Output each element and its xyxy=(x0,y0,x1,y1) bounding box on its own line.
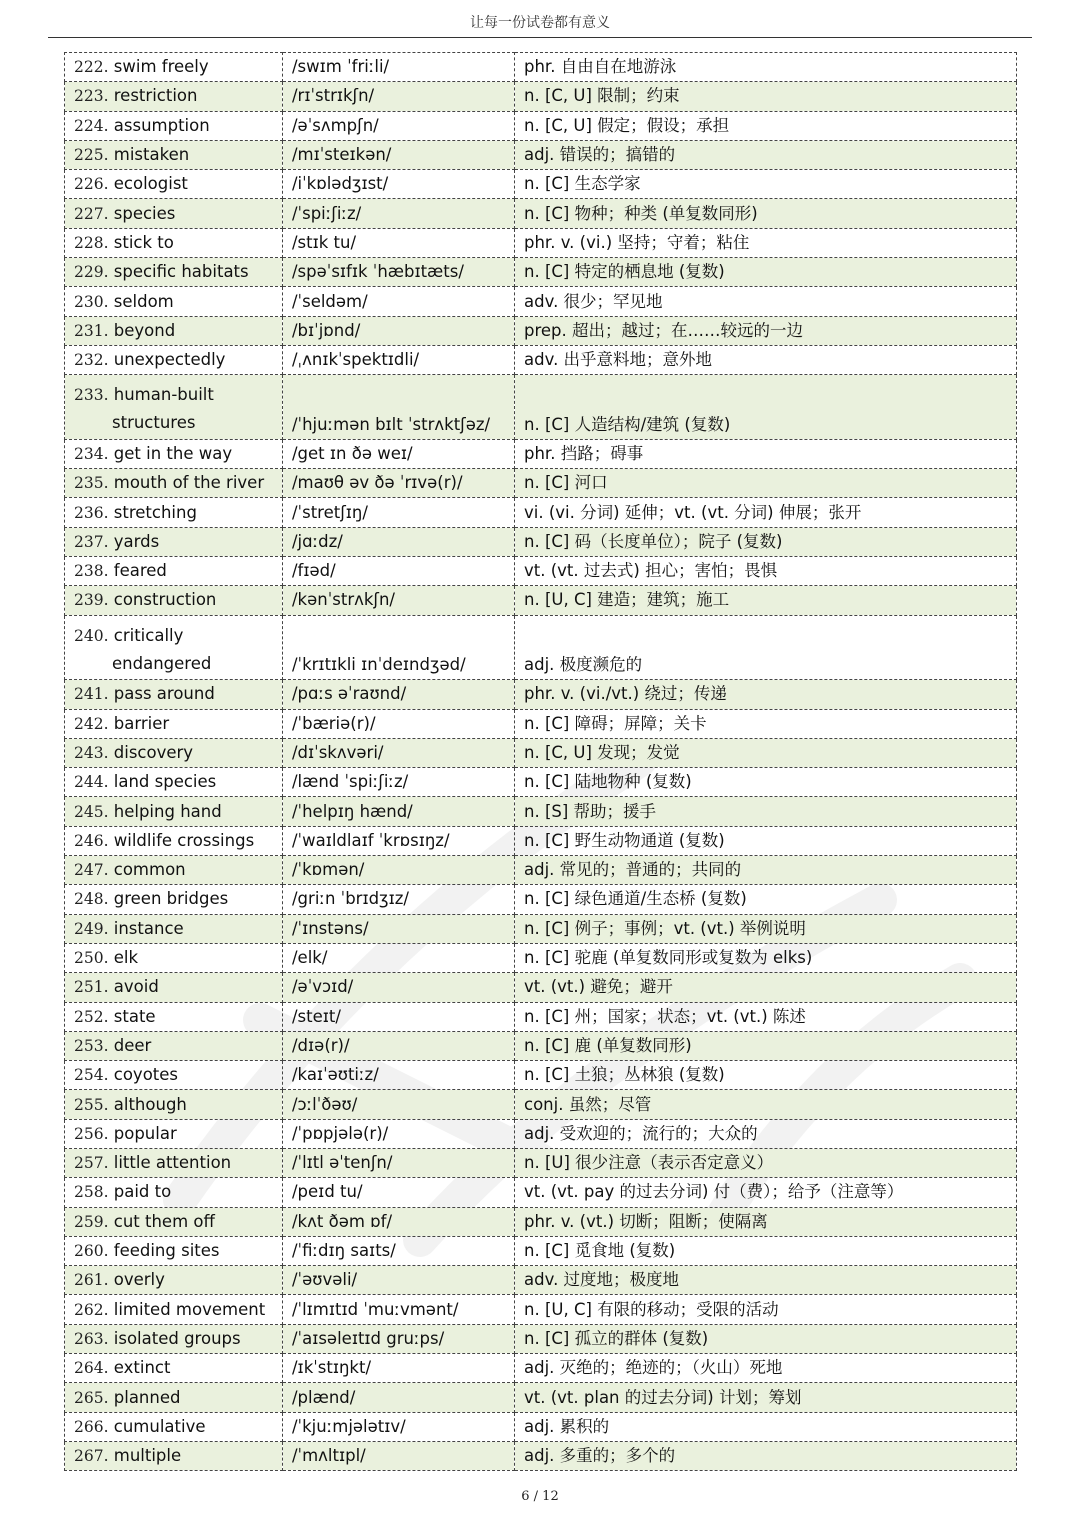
meaning-cell: vi. (vi. 分词) 延伸；vt. (vt. 分词) 伸展；张开 xyxy=(515,498,1017,527)
phonetic-cell: /spəˈsɪfɪk ˈhæbɪtæts/ xyxy=(283,258,515,287)
word-cell xyxy=(65,469,283,498)
entry-word: swim freely xyxy=(113,57,209,77)
phonetic-cell: /ˈpɒpjələ(r)/ xyxy=(283,1119,515,1148)
phonetic-cell: /ˈhjuːmən bɪlt ˈstrʌktʃəz/ xyxy=(283,375,515,440)
phonetic-cell: /əˈsʌmpʃn/ xyxy=(283,111,515,140)
vocabulary-table xyxy=(64,52,1017,1471)
word-cell xyxy=(65,228,283,257)
word-cell xyxy=(65,1266,283,1295)
table-row xyxy=(65,680,1017,709)
word-cell xyxy=(65,1324,283,1353)
word-cell xyxy=(65,345,283,374)
word-cell xyxy=(65,498,283,527)
word-cell xyxy=(65,738,283,767)
table-row xyxy=(65,375,1017,440)
entry-number: 235. xyxy=(74,474,109,493)
table-row xyxy=(65,82,1017,111)
entry-number: 246. xyxy=(74,831,109,850)
phonetic-cell: /ˈkɒmən/ xyxy=(283,856,515,885)
phonetic-cell: /lænd ˈspiːʃiːz/ xyxy=(283,768,515,797)
word-cell xyxy=(65,1119,283,1148)
meaning-cell: vt. (vt. 过去式) 担心；害怕；畏惧 xyxy=(515,557,1017,586)
word-cell xyxy=(65,1178,283,1207)
entry-number: 253. xyxy=(74,1036,109,1055)
meaning-cell: adj. 常见的；普通的；共同的 xyxy=(515,856,1017,885)
table-row xyxy=(65,345,1017,374)
meaning-cell: adj. 累积的 xyxy=(515,1412,1017,1441)
phonetic-cell: /əˈvɔɪd/ xyxy=(283,973,515,1002)
entry-number: 260. xyxy=(74,1242,109,1261)
phonetic-cell: /ˌʌnɪkˈspektɪdli/ xyxy=(283,345,515,374)
phonetic-cell: /ˈspiːʃiːz/ xyxy=(283,199,515,228)
word-cell xyxy=(65,768,283,797)
entry-number: 236. xyxy=(74,503,109,522)
meaning-cell: vt. (vt.) 避免；避开 xyxy=(515,973,1017,1002)
phonetic-cell: /ˈkjuːmjələtɪv/ xyxy=(283,1412,515,1441)
entry-word: deer xyxy=(113,1035,152,1055)
word-cell xyxy=(65,527,283,556)
entry-number: 252. xyxy=(74,1007,109,1026)
phonetic-cell: /elk/ xyxy=(283,943,515,972)
phonetic-cell: /kʌt ðəm ɒf/ xyxy=(283,1207,515,1236)
table-row xyxy=(65,228,1017,257)
table-row xyxy=(65,1383,1017,1412)
entry-word: coyotes xyxy=(113,1065,179,1085)
entry-number: 257. xyxy=(74,1154,109,1173)
entry-word: planned xyxy=(113,1387,181,1407)
table-row xyxy=(65,943,1017,972)
phonetic-cell: /ˈlɪmɪtɪd ˈmuːvmənt/ xyxy=(283,1295,515,1324)
phonetic-cell: /ˈwaɪldlaɪf ˈkrɒsɪŋz/ xyxy=(283,826,515,855)
entry-number: 258. xyxy=(74,1183,109,1202)
table-row xyxy=(65,615,1017,680)
table-row xyxy=(65,1119,1017,1148)
entry-word: helping hand xyxy=(113,801,222,821)
table-row xyxy=(65,1148,1017,1177)
entry-number: 238. xyxy=(74,562,109,581)
entry-word: popular xyxy=(113,1123,177,1143)
entry-word: seldom xyxy=(113,291,174,311)
table-row xyxy=(65,973,1017,1002)
entry-word: species xyxy=(113,203,176,223)
table-row xyxy=(65,140,1017,169)
entry-word: critically xyxy=(113,625,184,645)
table-row xyxy=(65,1207,1017,1236)
entry-number: 241. xyxy=(74,685,109,704)
entry-word: overly xyxy=(113,1270,165,1290)
table-row xyxy=(65,316,1017,345)
entry-word: mistaken xyxy=(113,145,190,165)
phonetic-cell: /ɪkˈstɪŋkt/ xyxy=(283,1354,515,1383)
entry-number: 250. xyxy=(74,949,109,968)
word-cell xyxy=(65,1383,283,1412)
entry-word: discovery xyxy=(113,742,194,762)
phonetic-cell: /ˈseldəm/ xyxy=(283,287,515,316)
entry-word: stretching xyxy=(113,502,197,522)
entry-word: instance xyxy=(113,918,184,938)
table-row xyxy=(65,1266,1017,1295)
table-row xyxy=(65,1354,1017,1383)
entry-word: elk xyxy=(113,948,139,968)
meaning-cell: n. [C, U] 限制；约束 xyxy=(515,82,1017,111)
meaning-cell: phr. 自由自在地游泳 xyxy=(515,53,1017,82)
word-cell xyxy=(65,557,283,586)
table-row xyxy=(65,885,1017,914)
word-cell xyxy=(65,140,283,169)
table-row xyxy=(65,1295,1017,1324)
table-row xyxy=(65,199,1017,228)
meaning-cell: n. [C] 障碍；屏障；关卡 xyxy=(515,709,1017,738)
entry-word: human-built xyxy=(113,385,214,405)
table-row xyxy=(65,768,1017,797)
entry-number: 249. xyxy=(74,919,109,938)
entry-word: specific habitats xyxy=(113,262,249,282)
table-row xyxy=(65,1178,1017,1207)
word-cell xyxy=(65,287,283,316)
page-header-title: 让每一份试卷都有意义 xyxy=(470,15,610,31)
meaning-cell: vt. (vt. pay 的过去分词) 付（费）；给予（注意等） xyxy=(515,1178,1017,1207)
entry-word: barrier xyxy=(113,713,170,733)
phonetic-cell: /swɪm ˈfriːli/ xyxy=(283,53,515,82)
phonetic-cell: /ˈlɪtl əˈtenʃn/ xyxy=(283,1148,515,1177)
phonetic-cell: /fɪəd/ xyxy=(283,557,515,586)
meaning-cell: n. [C] 孤立的群体 (复数) xyxy=(515,1324,1017,1353)
phonetic-cell: /ɔːlˈðəʊ/ xyxy=(283,1090,515,1119)
entry-number: 267. xyxy=(74,1447,109,1466)
meaning-cell: adv. 很少；罕见地 xyxy=(515,287,1017,316)
entry-number: 225. xyxy=(74,146,109,165)
entry-number: 259. xyxy=(74,1212,109,1231)
word-cell xyxy=(65,1236,283,1265)
entry-number: 230. xyxy=(74,292,109,311)
phonetic-cell: /ˈstretʃɪŋ/ xyxy=(283,498,515,527)
meaning-cell: n. [C, U] 发现；发觉 xyxy=(515,738,1017,767)
entry-number: 263. xyxy=(74,1329,109,1348)
phonetic-cell: /ˈɪnstəns/ xyxy=(283,914,515,943)
word-cell xyxy=(65,1354,283,1383)
entry-word: isolated groups xyxy=(113,1328,241,1348)
entry-word: stick to xyxy=(113,232,174,252)
table-row xyxy=(65,258,1017,287)
word-cell xyxy=(65,1295,283,1324)
phonetic-cell: /jɑːdz/ xyxy=(283,527,515,556)
word-cell xyxy=(65,199,283,228)
meaning-cell: n. [U, C] 有限的移动；受限的活动 xyxy=(515,1295,1017,1324)
entry-number: 265. xyxy=(74,1388,109,1407)
entry-word: paid to xyxy=(113,1182,172,1202)
phonetic-cell: /ˈkrɪtɪkli ɪnˈdeɪndʒəd/ xyxy=(283,615,515,680)
entry-word: state xyxy=(113,1006,156,1026)
table-row xyxy=(65,1236,1017,1265)
meaning-cell: n. [C] 觅食地 (复数) xyxy=(515,1236,1017,1265)
entry-word: little attention xyxy=(113,1153,232,1173)
table-row xyxy=(65,914,1017,943)
phonetic-cell: /ˈfiːdɪŋ saɪts/ xyxy=(283,1236,515,1265)
meaning-cell: n. [C] 生态学家 xyxy=(515,170,1017,199)
word-cell xyxy=(65,1207,283,1236)
word-cell xyxy=(65,375,283,440)
entry-word: pass around xyxy=(113,684,215,704)
entry-number: 229. xyxy=(74,263,109,282)
table-row xyxy=(65,287,1017,316)
table-row xyxy=(65,557,1017,586)
table-row xyxy=(65,469,1017,498)
meaning-cell: n. [C] 鹿 (单复数同形) xyxy=(515,1031,1017,1060)
entry-number: 226. xyxy=(74,175,109,194)
meaning-cell: n. [C] 人造结构/建筑 (复数) xyxy=(515,375,1017,440)
entry-number: 245. xyxy=(74,802,109,821)
phonetic-cell: /dɪə(r)/ xyxy=(283,1031,515,1060)
meaning-cell: phr. v. (vi.) 坚持；守着；粘住 xyxy=(515,228,1017,257)
meaning-cell: n. [C] 特定的栖息地 (复数) xyxy=(515,258,1017,287)
meaning-cell: n. [C] 陆地物种 (复数) xyxy=(515,768,1017,797)
phonetic-cell: /kaɪˈəʊtiːz/ xyxy=(283,1061,515,1090)
word-cell xyxy=(65,943,283,972)
entry-number: 224. xyxy=(74,116,109,135)
phonetic-cell: /ˈhelpɪŋ hænd/ xyxy=(283,797,515,826)
entry-number: 244. xyxy=(74,773,109,792)
word-cell xyxy=(65,680,283,709)
meaning-cell: vt. (vt. plan 的过去分词) 计划；筹划 xyxy=(515,1383,1017,1412)
phonetic-cell: /pɑːs əˈraʊnd/ xyxy=(283,680,515,709)
phonetic-cell: /dɪˈskʌvəri/ xyxy=(283,738,515,767)
meaning-cell: n. [C] 绿色通道/生态桥 (复数) xyxy=(515,885,1017,914)
entry-number: 237. xyxy=(74,532,109,551)
entry-number: 243. xyxy=(74,743,109,762)
word-cell xyxy=(65,709,283,738)
word-cell xyxy=(65,1061,283,1090)
header-rule xyxy=(48,37,1032,38)
phonetic-cell: /bɪˈjɒnd/ xyxy=(283,316,515,345)
entry-word-continued: endangered xyxy=(112,653,212,673)
meaning-cell: conj. 虽然；尽管 xyxy=(515,1090,1017,1119)
entry-number: 234. xyxy=(74,445,109,463)
table-row xyxy=(65,1002,1017,1031)
meaning-cell: adj. 受欢迎的；流行的；大众的 xyxy=(515,1119,1017,1148)
phonetic-cell: /iˈkɒlədʒɪst/ xyxy=(283,170,515,199)
entry-number: 247. xyxy=(74,861,109,880)
entry-word: restriction xyxy=(113,86,198,106)
entry-number: 251. xyxy=(74,978,109,997)
entry-number: 222. xyxy=(74,58,109,77)
entry-word: ecologist xyxy=(113,174,188,194)
table-row xyxy=(65,498,1017,527)
meaning-cell: n. [C] 土狼；丛林狼 (复数) xyxy=(515,1061,1017,1090)
meaning-cell: adj. 错误的；搞错的 xyxy=(515,140,1017,169)
meaning-cell: n. [C] 驼鹿 (单复数同形或复数为 elks) xyxy=(515,943,1017,972)
entry-number: 239. xyxy=(74,591,109,610)
table-row xyxy=(65,856,1017,885)
entry-word: wildlife crossings xyxy=(113,830,255,850)
table-row xyxy=(65,1441,1017,1470)
phonetic-cell: /plænd/ xyxy=(283,1383,515,1412)
entry-word: yards xyxy=(113,531,160,551)
meaning-cell: n. [U, C] 建造；建筑；施工 xyxy=(515,586,1017,615)
entry-number: 262. xyxy=(74,1300,109,1319)
entry-number: 242. xyxy=(74,714,109,733)
meaning-cell: adv. 出乎意料地；意外地 xyxy=(515,345,1017,374)
meaning-cell: n. [C] 例子；事例；vt. (vt.) 举例说明 xyxy=(515,914,1017,943)
entry-word: green bridges xyxy=(113,889,229,909)
entry-word: construction xyxy=(113,590,217,610)
entry-word: land species xyxy=(113,772,217,792)
word-cell xyxy=(65,586,283,615)
entry-number: 227. xyxy=(74,204,109,223)
entry-word: although xyxy=(113,1094,187,1114)
table-row xyxy=(65,439,1017,468)
table-row xyxy=(65,1412,1017,1441)
table-row xyxy=(65,1324,1017,1353)
entry-number: 264. xyxy=(74,1359,109,1378)
word-cell xyxy=(65,53,283,82)
word-cell xyxy=(65,82,283,111)
phonetic-cell: /ˈəʊvəli/ xyxy=(283,1266,515,1295)
word-cell xyxy=(65,1002,283,1031)
table-row xyxy=(65,586,1017,615)
entry-word: cut them off xyxy=(113,1211,215,1231)
entry-word: mouth of the river xyxy=(113,473,265,493)
meaning-cell: n. [C, U] 假定；假设；承担 xyxy=(515,111,1017,140)
meaning-cell: adj. 极度濒危的 xyxy=(515,615,1017,680)
word-cell xyxy=(65,615,283,680)
meaning-cell: phr. v. (vi./vt.) 绕过；传递 xyxy=(515,680,1017,709)
table-row xyxy=(65,709,1017,738)
table-row xyxy=(65,1090,1017,1119)
phonetic-cell: /kənˈstrʌkʃn/ xyxy=(283,586,515,615)
entry-number: 261. xyxy=(74,1271,109,1290)
word-cell xyxy=(65,1412,283,1441)
word-cell xyxy=(65,439,283,468)
entry-number: 255. xyxy=(74,1095,109,1114)
entry-word-continued: structures xyxy=(112,413,196,433)
phonetic-cell: /ˈaɪsəleɪtɪd gruːps/ xyxy=(283,1324,515,1353)
phonetic-cell: /ˈbæriə(r)/ xyxy=(283,709,515,738)
word-cell xyxy=(65,914,283,943)
meaning-cell: phr. v. (vt.) 切断；阻断；使隔离 xyxy=(515,1207,1017,1236)
table-row xyxy=(65,1031,1017,1060)
meaning-cell: phr. 挡路；碍事 xyxy=(515,439,1017,468)
entry-word: cumulative xyxy=(113,1416,206,1436)
entry-word: assumption xyxy=(113,115,210,135)
word-cell xyxy=(65,258,283,287)
meaning-cell: prep. 超出；越过；在……较远的一边 xyxy=(515,316,1017,345)
table-row xyxy=(65,111,1017,140)
entry-number: 223. xyxy=(74,87,109,106)
phonetic-cell: /get ɪn ðə weɪ/ xyxy=(283,439,515,468)
meaning-cell: adj. 灭绝的；绝迹的；（火山）死地 xyxy=(515,1354,1017,1383)
entry-number: 240. xyxy=(74,626,109,645)
meaning-cell: n. [C] 野生动物通道 (复数) xyxy=(515,826,1017,855)
entry-number: 233. xyxy=(74,386,109,405)
table-row xyxy=(65,826,1017,855)
phonetic-cell: /maʊθ əv ðə ˈrɪvə(r)/ xyxy=(283,469,515,498)
meaning-cell: adj. 多重的；多个的 xyxy=(515,1441,1017,1470)
entry-word: unexpectedly xyxy=(113,350,226,370)
phonetic-cell: /steɪt/ xyxy=(283,1002,515,1031)
entry-number: 256. xyxy=(74,1124,109,1143)
entry-number: 232. xyxy=(74,351,109,370)
entry-word: multiple xyxy=(113,1446,182,1466)
phonetic-cell: /griːn ˈbrɪdʒɪz/ xyxy=(283,885,515,914)
entry-number: 231. xyxy=(74,321,109,340)
table-row xyxy=(65,527,1017,556)
page-number: 6 / 12 xyxy=(521,1489,559,1504)
meaning-cell: n. [U] 很少注意（表示否定意义） xyxy=(515,1148,1017,1177)
word-cell xyxy=(65,826,283,855)
entry-number: 228. xyxy=(74,233,109,252)
entry-word: extinct xyxy=(113,1358,171,1378)
phonetic-cell: /rɪˈstrɪkʃn/ xyxy=(283,82,515,111)
word-cell xyxy=(65,170,283,199)
word-cell xyxy=(65,111,283,140)
entry-word: feeding sites xyxy=(113,1241,220,1261)
table-row xyxy=(65,170,1017,199)
table-row xyxy=(65,738,1017,767)
word-cell xyxy=(65,1148,283,1177)
word-cell xyxy=(65,1090,283,1119)
meaning-cell: n. [C] 河口 xyxy=(515,469,1017,498)
table-row xyxy=(65,53,1017,82)
word-cell xyxy=(65,856,283,885)
table-row xyxy=(65,1061,1017,1090)
phonetic-cell: /stɪk tu/ xyxy=(283,228,515,257)
entry-word: common xyxy=(113,860,186,880)
meaning-cell: n. [C] 州；国家；状态；vt. (vt.) 陈述 xyxy=(515,1002,1017,1031)
phonetic-cell: /mɪˈsteɪkən/ xyxy=(283,140,515,169)
word-cell xyxy=(65,885,283,914)
phonetic-cell: /ˈmʌltɪpl/ xyxy=(283,1441,515,1470)
word-cell xyxy=(65,973,283,1002)
entry-number: 254. xyxy=(74,1066,109,1085)
word-cell xyxy=(65,797,283,826)
table-row xyxy=(65,797,1017,826)
entry-word: feared xyxy=(113,561,167,581)
word-cell xyxy=(65,1031,283,1060)
meaning-cell: adv. 过度地；极度地 xyxy=(515,1266,1017,1295)
entry-word: avoid xyxy=(113,977,159,997)
meaning-cell: n. [C] 码（长度单位）；院子 (复数) xyxy=(515,527,1017,556)
word-cell xyxy=(65,316,283,345)
entry-number: 266. xyxy=(74,1417,109,1436)
entry-word: beyond xyxy=(113,320,176,340)
entry-word: limited movement xyxy=(113,1299,266,1319)
meaning-cell: n. [C] 物种；种类 (单复数同形) xyxy=(515,199,1017,228)
entry-word: get in the way xyxy=(113,444,233,463)
entry-number: 248. xyxy=(74,890,109,909)
phonetic-cell: /peɪd tu/ xyxy=(283,1178,515,1207)
meaning-cell: n. [S] 帮助；援手 xyxy=(515,797,1017,826)
word-cell xyxy=(65,1441,283,1470)
